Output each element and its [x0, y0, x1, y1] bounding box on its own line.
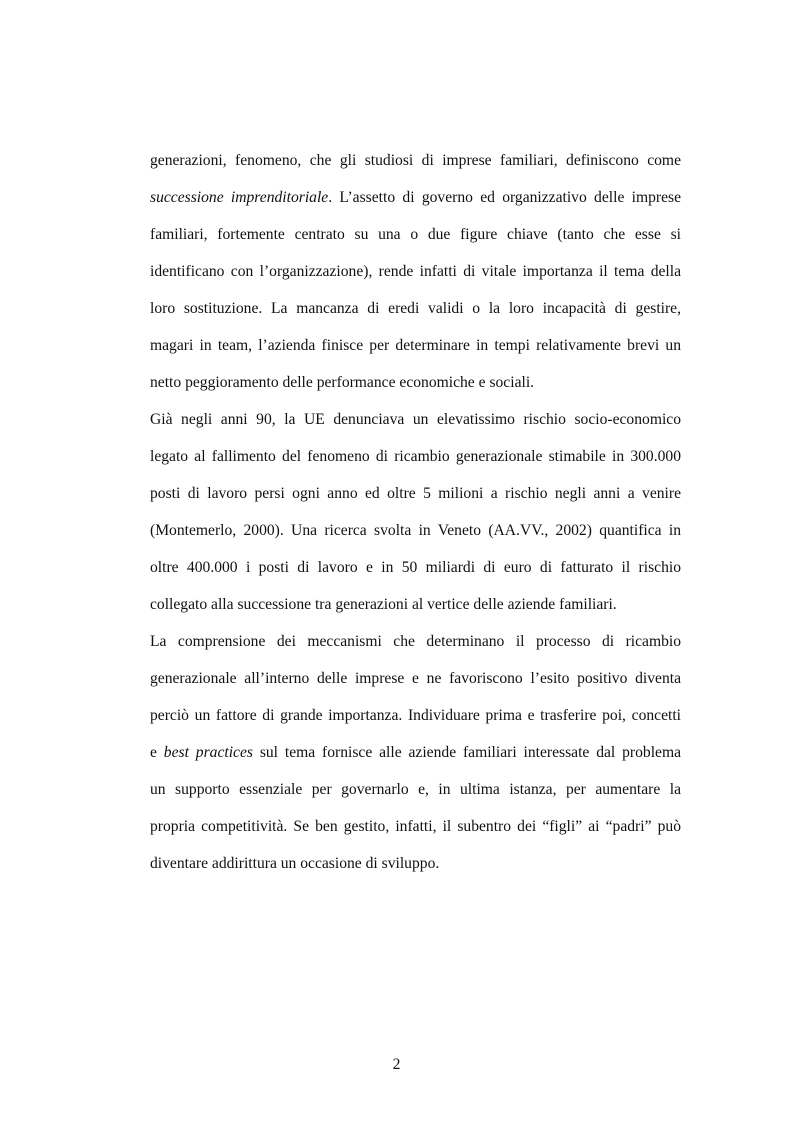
italic-term: best practices [163, 744, 253, 761]
text-line: magari in team, l’azienda finisce per determinare in tempi relativamente brevi un [150, 337, 681, 354]
text-span: sul tema fornisce alle aziende familiari interessate dal problema [252, 744, 681, 761]
text-line: diventare addirittura un occasione di sviluppo. [150, 855, 440, 872]
text-line: un supporto essenziale per governarlo e, in ultima istanza, per aumentare la [150, 781, 681, 798]
page-number: 2 [392, 1056, 401, 1073]
text-line: generazionale all’interno delle imprese e ne favoriscono l’esito positivo diventa [150, 670, 681, 687]
text-line [150, 179, 681, 216]
body-text [150, 142, 681, 882]
text-span: . L’assetto di governo ed organizzativo delle imprese [328, 189, 682, 206]
italic-term: successione imprenditoriale [150, 189, 329, 206]
text-line: loro sostituzione. La mancanza di eredi validi o la loro incapacità di gestire, [150, 300, 681, 317]
text-line: propria competitività. Se ben gestito, infatti, il subentro dei “figli” ai “padri” può [150, 818, 681, 835]
text-line: oltre 400.000 i posti di lavoro e in 50 miliardi di euro di fatturato il rischio [150, 559, 681, 576]
text-line: legato al fallimento del fenomeno di ricambio generazionale stimabile in 300.000 [150, 448, 681, 465]
text-line: netto peggioramento delle performance economiche e sociali. [150, 374, 535, 391]
text-line: familiari, fortemente centrato su una o due figure chiave (tanto che esse si [150, 226, 681, 243]
text-line: perciò un fattore di grande importanza. Individuare prima e trasferire poi, concetti [150, 707, 681, 724]
text-line: La comprensione dei meccanismi che determinano il processo di ricambio [150, 633, 681, 650]
text-line: (Montemerlo, 2000). Una ricerca svolta in Veneto (AA.VV., 2002) quantifica in [150, 522, 681, 539]
text-line: generazioni, fenomeno, che gli studiosi di imprese familiari, definiscono come [150, 152, 681, 169]
text-line [150, 734, 681, 771]
text-line: posti di lavoro persi ogni anno ed oltre 5 milioni a rischio negli anni a venire [150, 485, 681, 502]
text-line: identificano con l’organizzazione), rende infatti di vitale importanza il tema della [150, 263, 681, 280]
text-span: e [150, 744, 164, 761]
text-line: Già negli anni 90, la UE denunciava un elevatissimo rischio socio-economico [150, 411, 681, 428]
text-line: collegato alla successione tra generazioni al vertice delle aziende familiari. [150, 596, 617, 613]
